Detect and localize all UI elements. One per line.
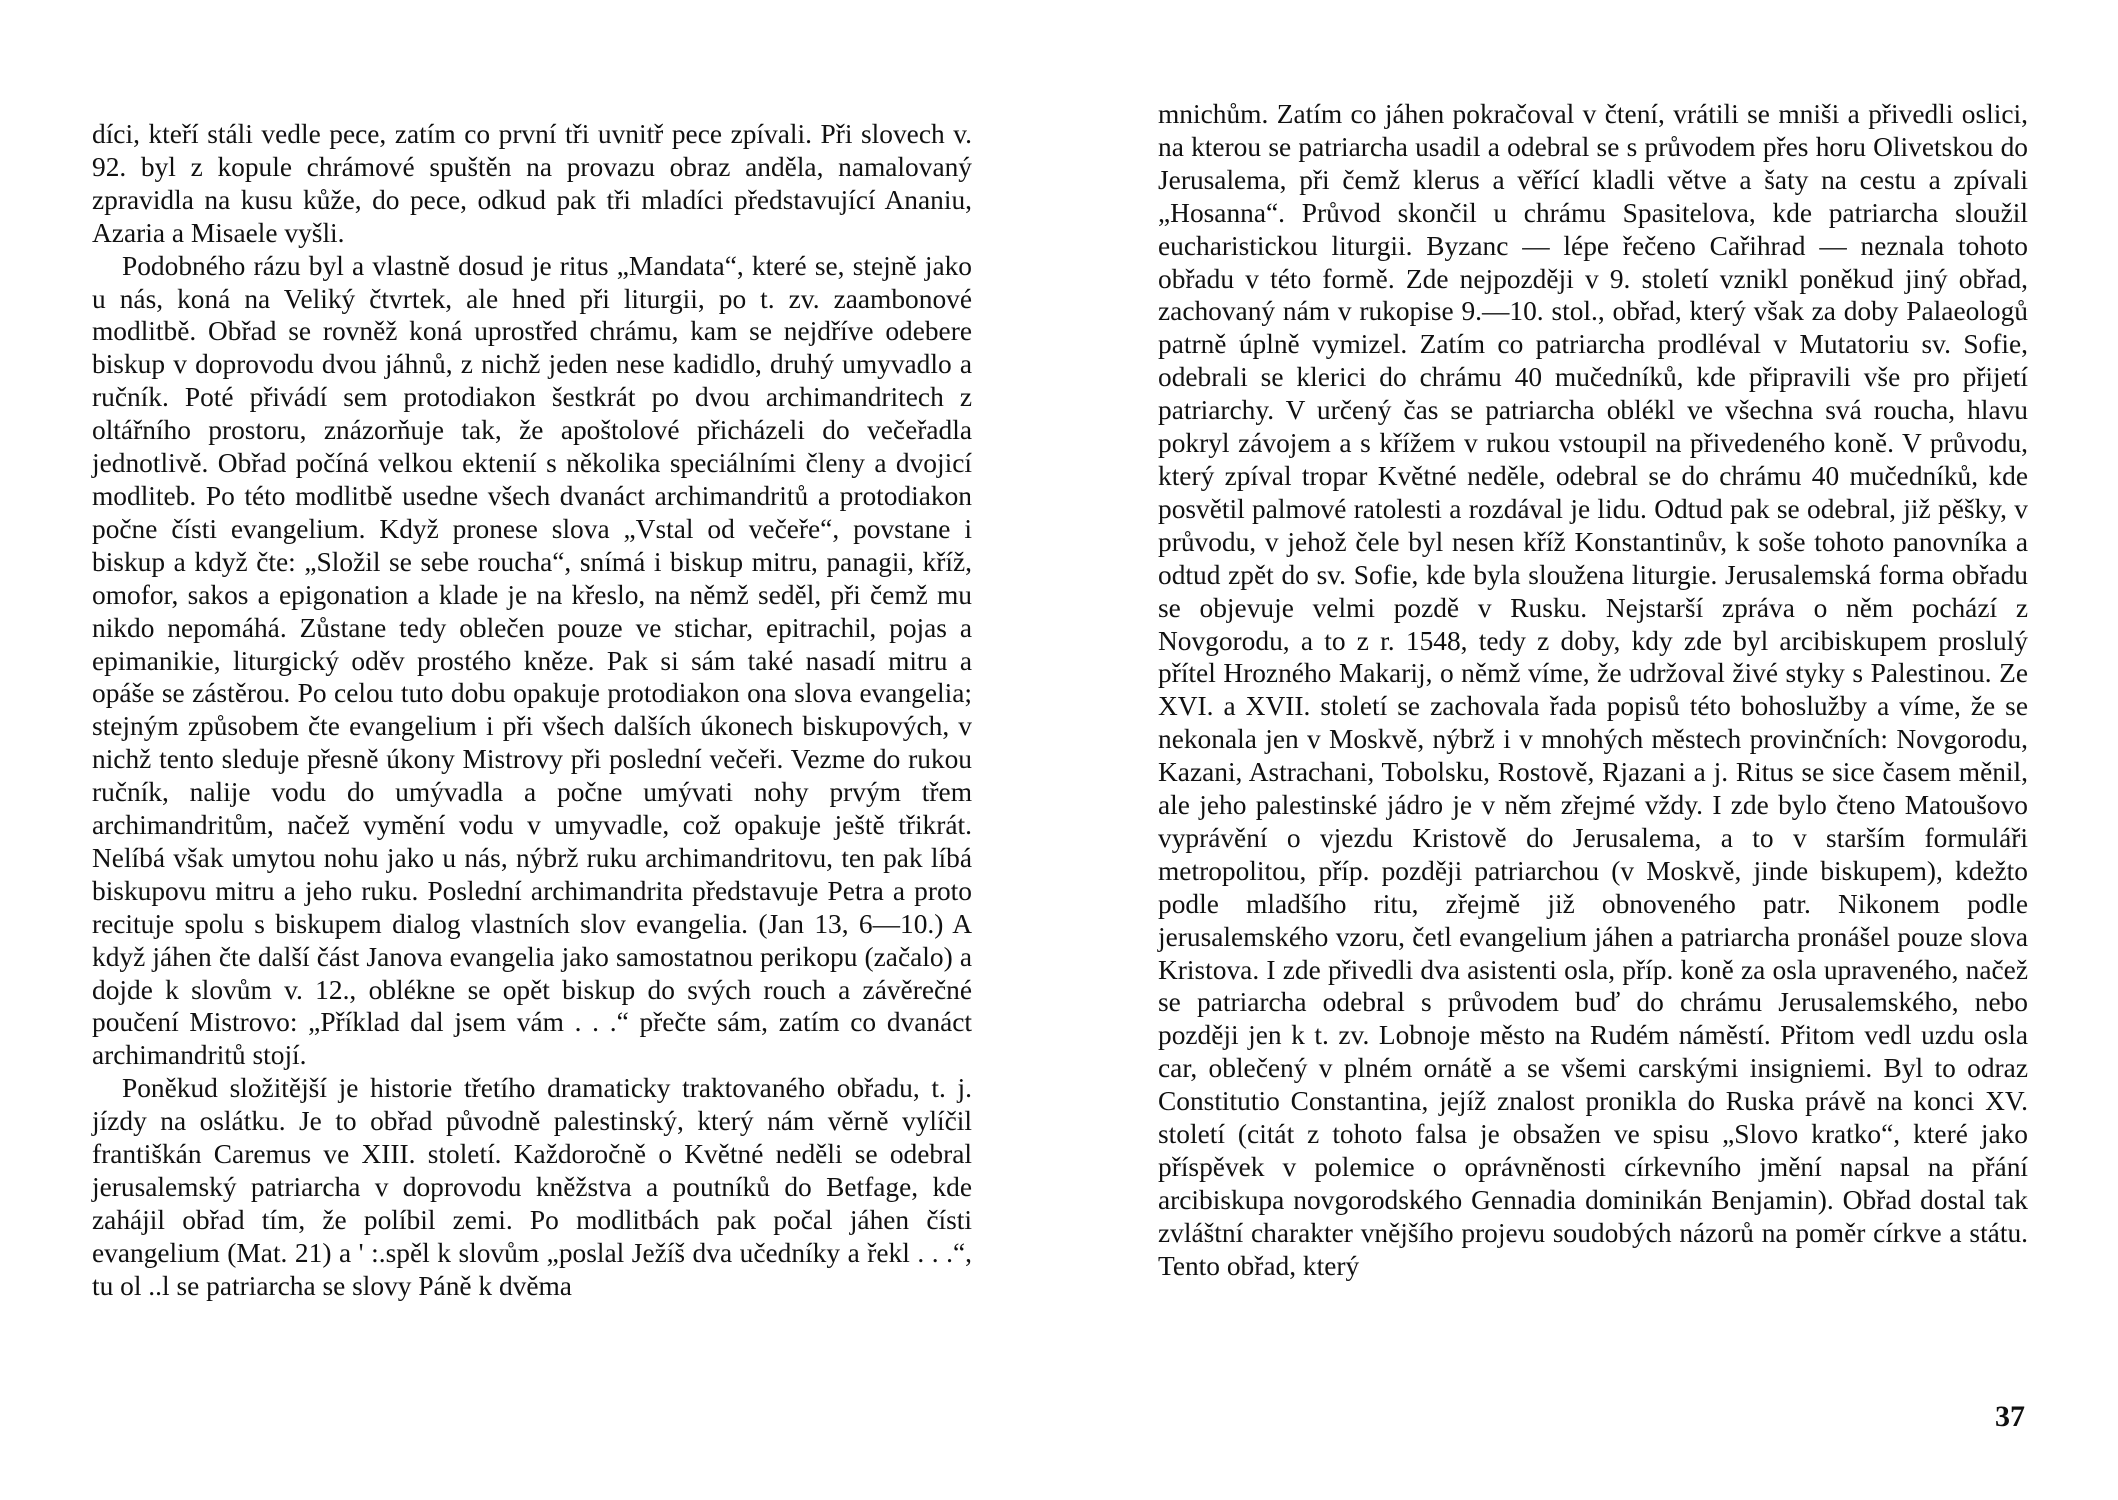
page-number: 37 (1995, 1400, 2025, 1433)
paragraph: mnichům. Zatím co jáhen pokračoval v čtení, vrátili se mniši a přivedli oslici, na kterou se patriarcha usadil a odebral se s průvodem přes horu Olivetskou do Jerusalema, při čemž klerus a věřící kladli větve a šaty na cestu a zpívali „Hosanna“. Průvod skončil u chrámu Spasitelova, kde patriarcha sloužil eucharistickou liturgii. Byzanc — lépe řečeno Cařihrad — neznala tohoto obřadu v této formě. Zde nejpozději v 9. století vznikl poněkud jiný obřad, zachovaný nám v rukopise 9.—10. stol., obřad, který však za doby Palaeologů patrně úplně vymizel. Zatím co patriarcha prodléval v Mutatoriu sv. Sofie, odebrali se klerici do chrámu 40 mučedníků, kde připravili vše pro přijetí patriarchy. V určený čas se patriarcha oblékl ve všechna svá roucha, hlavu pokryl závojem a s křížem v rukou vstoupil na přivedeného koně. V průvodu, který zpíval tropar Květné neděle, odebral se do chrámu 40 mučedníků, kde posvětil palmové ratolesti a rozdával je lidu. Odtud pak se odebral, již pěšky, v průvodu, v jehož čele byl nesen kříž Konstantinův, k soše tohoto panovníka a odtud zpět do sv. Sofie, kde byla sloužena liturgie. Jerusalemská forma obřadu se objevuje velmi pozdě v Rusku. Nejstarší zpráva o něm pochází z Novgorodu, a to z r. 1548, tedy z doby, kdy zde byl arcibiskupem proslulý přítel Hrozného Makarij, o němž víme, že udržoval živé styky s Palestinou. Ze XVI. a XVII. století se zachovala řada popisů této bohoslužby a víme, že se nekonala jen v Moskvě, nýbrž i v mnohých městech provinčních: Novgorodu, Kazani, Astrachani, Tobolsku, Rostově, Rjazani a j. Ritus se sice časem měnil, ale jeho palestinské jádro je v něm zřejmé vždy. I zde bylo čteno Matoušovo vyprávění o vjezdu Kristově do Jerusalema, a to v starším formuláři metropolitou, příp. později patriarchou (v Moskvě, jinde biskupem), kdežto podle mladšího ritu, zřejmě již obnoveného patr. Nikonem podle jerusalemského vzoru, četl evangelium jáhen a patriarcha pronášel pouze slova Kristova. I zde přivedli dva asistenti osla, příp. koně za osla upraveného, načež se patriarcha odebral s průvodem buď do chrámu Jerusalemského, nebo později jen k t. zv. Lobnoje město na Rudém náměstí. Přitom vedl uzdu osla car, oblečený v plném ornátě a se všemi carskými insigniemi. Byl to odraz Constitutio Constantina, jejíž znalost pronikla do Ruska právě na konci XV. století (citát z tohoto falsa je obsažen ve spisu „Slovo kratko“, které jako příspěvek v polemice o oprávněnosti církevního jmění napsal na přání arcibiskupa novgorodského Gennadia dominikán Benjamin). Obřad dostal tak zvláštní charakter vnějšího projevu soudobých názorů na poměr církve a státu. Tento obřad, který (1158, 99, 2028, 1281)
paragraph: Poněkud složitější je historie třetího dramaticky traktovaného obřadu, t. j. jízdy na oslátku. Je to obřad původně palestinský, který nám věrně vylíčil františkán Caremus ve XIII. století. Každoročně o Květné neděli se odebral jerusalemský patriarcha v doprovodu kněžstva a poutníků do Betfage, kde zahájil obřad tím, že políbil zemi. Po modlitbách pak počal jáhen čísti evangelium (Mat. 21) a ' :.spěl k slovům „poslal Ježíš dva učedníky a řekl . . .“, tu ol ..l se patriarcha se slovy Páně k dvěma (92, 1073, 972, 1301)
right-page-text (1158, 98, 2028, 1283)
paragraph: Podobného rázu byl a vlastně dosud je ritus „Mandata“, které se, stejně jako u nás, koná na Veliký čtvrtek, ale hned při liturgii, po t. zv. zaambonové modlitbě. Obřad se rovněž koná uprostřed chrámu, kam se nejdříve odebere biskup v doprovodu dvou jáhnů, z nichž jeden nese kadidlo, druhý umyvadlo a ručník. Poté přivádí sem protodiakon šestkrát po dvou archimandritech z oltářního prostoru, znázorňuje tak, že apoštolové přicházeli do večeřadla jednotlivě. Obřad počíná velkou ektenií s několika speciálními členy a dvojicí modliteb. Po této modlitbě usedne všech dvanáct archimandritů a protodiakon počne čísti evangelium. Když pronese slova „Vstal od večeře“, povstane i biskup a když čte: „Složil se sebe roucha“, snímá i biskup mitru, panagii, kříž, omofor, sakos a epigonation a klade je na křeslo, na němž seděl, při čemž mu nikdo nepomáhá. Zůstane tedy oblečen pouze ve stichar, epitrachil, pojas a epimanikie, liturgický oděv prostého kněze. Pak si sám také nasadí mitru a opáše se zástěrou. Po celou tuto dobu opakuje protodiakon ona slova evangelia; stejným způsobem čte evangelium i při všech dalších úkonech biskupových, v nichž tento sleduje přesně úkony Mistrovy při poslední večeři. Vezme do rukou ručník, nalije vodu do umývadla a počne umývati nohy prvým třem archimandritům, načež vymění vodu v umyvadle, což opakuje ještě třikrát. Nelíbá však umytou nohu jako u nás, nýbrž ruku archimandritovu, ten pak líbá biskupovu mitru a jeho ruku. Poslední archimandrita představuje Petra a proto recituje spolu s biskupem dialog vlastních slov evangelia. (Jan 13, 6—10.) A když jáhen čte další část Janova evangelia jako samostatnou perikopu (začalo) a dojde k slovům v. 12., oblékne se opět biskup do svých rouch a závěrečné poučení Mistrovo: „Příklad dal jsem vám . . .“ přečte sám, zatím co dvanáct archimandritů stojí. (92, 250, 972, 1071)
paragraph: díci, kteří stáli vedle pece, zatím co první tři uvnitř pece zpívali. Při slovech v. 92. byl z kopule chrámové spuštěn na provazu obraz anděla, namalovaný zpravidla na kusu kůže, do pece, odkud pak tři mladíci představující Ananiu, Azaria a Misaele vyšli. (92, 119, 972, 248)
left-page-text (92, 118, 972, 1303)
